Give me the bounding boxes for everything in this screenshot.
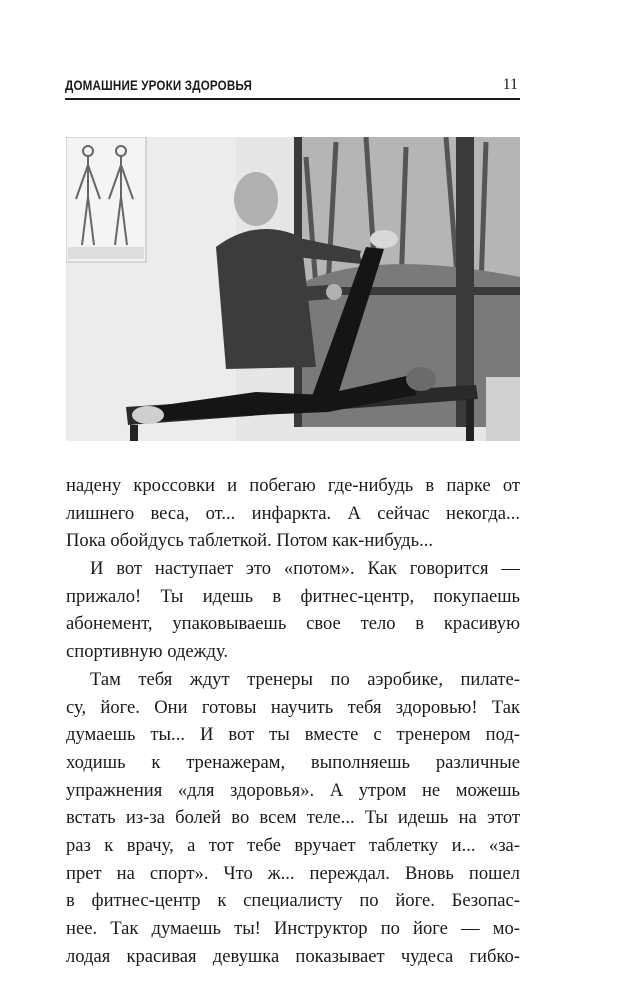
text-line: ходишь к тренажерам, выполняешь различные [66, 751, 520, 773]
running-header-title: ДОМАШНИЕ УРОКИ ЗДОРОВЬЯ [65, 78, 253, 93]
text-line: абонемент, упаковываешь свое тело в красивую [66, 613, 520, 635]
text-line: в фитнес-центр к специалисту по йоге. Безопас- [66, 890, 520, 912]
text-line: лодая красивая девушка показывает чудеса гибко- [66, 945, 520, 967]
text-line: Пока обойдусь таблеткой. Потом как-нибудь... [66, 530, 434, 552]
text-line: раз к врачу, а тот тебе вручает таблетку и... «за- [66, 834, 520, 856]
text-line: спортивную одежду. [66, 641, 229, 663]
text-line: надену кроссовки и побегаю где-нибудь в парке от [66, 475, 520, 496]
text-line: прет на спорт». Что ж... переждал. Вновь пошел [66, 862, 520, 884]
header-rule [65, 98, 520, 100]
text-line: думаешь ты... И вот ты вместе с тренером под- [66, 724, 520, 746]
running-header [65, 74, 520, 98]
anatomy-poster [66, 137, 146, 262]
page-number: 11 [502, 76, 518, 93]
text-line: встать из-за болей во всем теле... Ты идешь на этот [66, 807, 520, 829]
text-line: И вот наступает это «потом». Как говорится — [90, 558, 520, 580]
body-text [66, 472, 520, 970]
text-line: нее. Так думаешь ты! Инструктор по йоге — мо- [66, 918, 520, 939]
text-line: прижало! Ты идешь в фитнес-центр, покупаешь [66, 585, 520, 607]
text-line: су, йоге. Они готовы научить тебя здоровью! Так [66, 696, 520, 718]
text-line: лишнего веса, от... инфаркта. А сейчас некогда... [66, 502, 520, 524]
photo-exercise-stretching [66, 137, 520, 441]
text-line: Там тебя ждут тренеры по аэробике, пилате- [90, 668, 520, 690]
text-line: упражнения «для здоровья». А утром не можешь [66, 779, 520, 801]
